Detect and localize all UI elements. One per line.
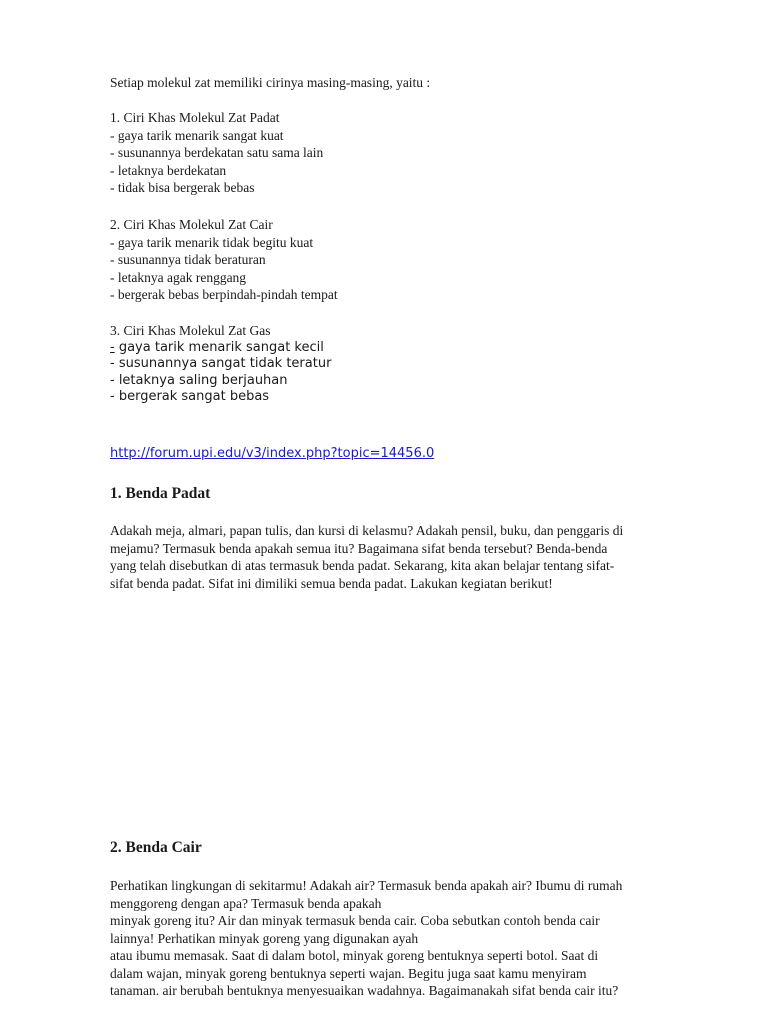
list-title: 1. Ciri Khas Molekul Zat Padat	[110, 110, 280, 125]
paragraph-line: sifat benda padat. Sifat ini dimiliki semua benda padat. Lakukan kegiatan berikut!	[110, 575, 553, 591]
paragraph-line: menggoreng dengan apa? Termasuk benda apakah	[110, 895, 382, 911]
paragraph-line: lainnya! Perhatikan minyak goreng yang digunakan ayah	[110, 930, 419, 946]
list-gas	[110, 322, 331, 406]
section-heading-benda-cair: 2. Benda Cair	[110, 839, 202, 856]
source-link[interactable]: http://forum.upi.edu/v3/index.php?topic=14456.0	[110, 446, 435, 461]
list-item: - susunannya tidak beraturan	[110, 252, 266, 267]
list-title: 2. Ciri Khas Molekul Zat Cair	[110, 217, 273, 232]
paragraph-line: Adakah meja, almari, papan tulis, dan kursi di kelasmu? Adakah pensil, buku, dan penggaris di	[110, 523, 624, 538]
section-paragraph-benda-padat	[110, 522, 623, 592]
section-heading-benda-padat: 1. Benda Padat	[110, 485, 211, 502]
section-paragraph-benda-cair	[110, 877, 622, 1000]
list-item: - letaknya saling berjauhan	[110, 372, 288, 388]
paragraph-line: Perhatikan lingkungan di sekitarmu! Adakah air? Termasuk benda apakah air? Ibumu di rumah	[110, 878, 623, 893]
list-item: - letaknya agak renggang	[110, 269, 247, 285]
list-item	[110, 340, 331, 357]
paragraph-line: minyak goreng itu? Air dan minyak termasuk benda cair. Coba sebutkan contoh benda cair	[110, 913, 600, 928]
list-item: - tidak bisa bergerak bebas	[110, 180, 255, 195]
list-cair	[110, 216, 338, 304]
list-item: - bergerak sangat bebas	[110, 389, 270, 404]
list-item: - gaya tarik menarik sangat kuat	[110, 127, 284, 143]
list-item: - letaknya berdekatan	[110, 162, 227, 178]
paragraph-line: tanaman. air berubah bentuknya menyesuaikan wadahnya. Bagaimanakah sifat benda cair itu?	[110, 983, 619, 998]
paragraph-line: atau ibumu memasak. Saat di dalam botol, minyak goreng bentuknya seperti botol. Saat di	[110, 948, 599, 963]
list-item: - susunannya sangat tidak teratur	[110, 356, 332, 371]
list-item: - susunannya berdekatan satu sama lain	[110, 145, 324, 160]
paragraph-line: mejamu? Termasuk benda apakah semua itu? Bagaimana sifat benda tersebut? Benda-benda	[110, 540, 608, 556]
list-dash: -	[110, 339, 115, 355]
paragraph-line: dalam wajan, minyak goreng bentuknya seperti wajan. Begitu juga saat kamu menyiram	[110, 965, 587, 981]
list-item: - bergerak bebas berpindah-pindah tempat	[110, 287, 338, 302]
list-title: 3. Ciri Khas Molekul Zat Gas	[110, 323, 271, 338]
list-item-text: gaya tarik menarik sangat kecil	[114, 339, 324, 355]
intro-text: Setiap molekul zat memiliki cirinya masing-masing, yaitu :	[110, 75, 431, 90]
list-padat	[110, 109, 323, 197]
paragraph-line: yang telah disebutkan di atas termasuk benda padat. Sekarang, kita akan belajar tentang sifat-	[110, 558, 615, 573]
list-item: - gaya tarik menarik tidak begitu kuat	[110, 234, 314, 250]
